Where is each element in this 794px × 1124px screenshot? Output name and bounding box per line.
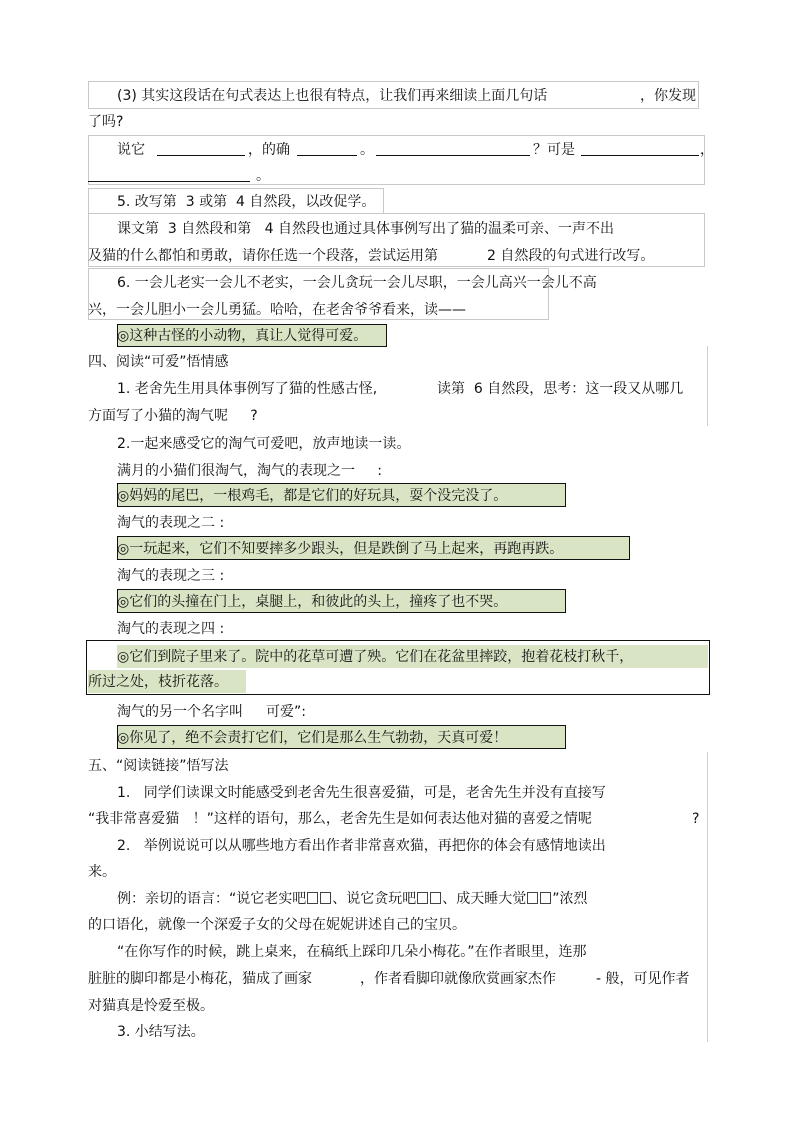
paragraph-line: 6. 一会儿老实一会儿不老实，一会儿贪玩一会儿尽职，一会儿高兴一会儿不高	[117, 275, 597, 291]
example-text: ”浓烈	[552, 891, 588, 907]
fill-blank[interactable]	[297, 155, 357, 156]
margin-line	[707, 346, 708, 426]
paragraph-line: 3. 小结写法。	[117, 1024, 205, 1040]
paragraph-line: 兴，一会儿胆小一会儿勇猛。哈哈，在老舍爷爷看来，读——	[88, 302, 466, 318]
label-line: 可爱”:	[266, 704, 306, 720]
example-text: 、成天睡大觉	[442, 891, 527, 907]
fill-line: ，	[700, 142, 714, 158]
margin-line	[707, 752, 708, 1042]
section-heading: 四、阅读“可爱”悟情感	[88, 354, 229, 370]
example-text: 例：亲切的语言：“说它老实吧	[117, 891, 307, 907]
fill-line: 。	[360, 142, 374, 158]
quote-line: ◎它们到院子里来了。院中的花草可遭了殃。它们在花盆里摔跤，抱着花枝打秋千，	[117, 649, 634, 665]
paragraph-line: 对猫真是怜爱至极。	[88, 998, 214, 1014]
paragraph-line: 2. 举例说说可以从哪些地方看出作者非常喜欢猫，再把你的体会有感情地读出	[117, 838, 606, 854]
fill-blank[interactable]	[157, 155, 245, 156]
paragraph-line: 1. 老舍先生用具体事例写了猫的性感古怪,	[117, 381, 378, 397]
paragraph-line: 脏脏的脚印都是小梅花，猫成了画家	[88, 971, 312, 987]
fill-line: 说它	[117, 142, 145, 158]
paragraph-line: 2 自然段的句式进行改写。	[487, 248, 655, 264]
paragraph-line: “在你写作的时候，跳上桌来，在稿纸上踩印几朵小梅花。”在作者眼里，连那	[117, 944, 587, 960]
blank-square-icon	[430, 892, 441, 904]
fill-line: 。	[256, 168, 270, 184]
paragraph-line: 及猫的什么都怕和勇敢，请你任选一个段落，尝试运用第	[88, 248, 438, 264]
blank-square-icon	[417, 892, 428, 904]
blank-square-icon	[527, 892, 538, 904]
paragraph-line: “我非常喜爱猫 ！”这样的语句，那么，老舍先生是如何表达他对猫的喜爱之情呢	[88, 811, 592, 827]
scan-box	[88, 135, 705, 185]
blank-square-icon	[320, 892, 331, 904]
paragraph-line: 方面写了小猫的淘气呢 ?	[88, 408, 258, 424]
paragraph-line: 2.一起来感受它的淘气可爱吧，放声地读一读。	[117, 436, 411, 452]
paragraph-line: 的口语化，就像一个深爱子女的父母在妮妮讲述自己的宝贝。	[88, 917, 466, 933]
section-heading: 五、“阅读链接”悟写法	[88, 758, 229, 774]
example-line	[117, 889, 588, 909]
fill-line: ，的确	[248, 142, 290, 158]
quote-line: ◎你见了，绝不会责打它们，它们是那么生气勃勃，天真可爱！	[117, 730, 508, 746]
label-line: 淘气的表现之三 :	[117, 568, 225, 584]
blank-square-icon	[307, 892, 318, 904]
blank-square-icon	[540, 892, 551, 904]
question-line: 了吗?	[88, 114, 124, 130]
paragraph-line: 读第 6 自然段，思考：这一段又从哪几	[437, 381, 684, 397]
label-line: 淘气的另一个名字叫	[117, 704, 243, 720]
paragraph-line: ，作者看脚印就像欣赏画家杰作	[360, 971, 556, 987]
fill-blank[interactable]	[581, 155, 699, 156]
label-line: 淘气的表现之二 :	[117, 515, 225, 531]
example-text: 、说它贪玩吧	[332, 891, 417, 907]
quote-line: 所过之处，枝折花落。	[88, 674, 228, 690]
question-line: ，你发现	[640, 88, 696, 104]
label-line: 满月的小猫们很淘气，淘气的表现之一 :	[117, 463, 382, 479]
quote-line: ◎它们的头撞在门上，桌腿上，和彼此的头上，撞疼了也不哭。	[117, 594, 508, 610]
paragraph-line: 来。	[88, 864, 116, 880]
section-title: 5. 改写第 3 或第 4 自然段，以改促学。	[117, 194, 376, 210]
question-line: (3) 其实这段话在句式表达上也很有特点，让我们再来细读上面几句话	[117, 88, 548, 104]
paragraph-line: 课文第 3 自然段和第 4 自然段也通过具体事例写出了猫的温柔可亲、一声不出	[117, 221, 614, 237]
fill-line: ？可是	[533, 142, 575, 158]
fill-blank[interactable]	[88, 181, 250, 182]
quote-line: ◎这种古怪的小动物，真让人觉得可爱。	[117, 328, 368, 344]
fill-blank[interactable]	[376, 155, 530, 156]
paragraph-line: ?	[692, 811, 700, 827]
paragraph-line: 1. 同学们读课文时能感受到老舍先生很喜爱猫，可是，老舍先生并没有直接写	[117, 785, 606, 801]
quote-line: ◎妈妈的尾巴，一根鸡毛，都是它们的好玩具，耍个没完没了。	[117, 488, 508, 504]
paragraph-line: - 般，可见作者	[596, 971, 690, 987]
label-line: 淘气的表现之四 :	[117, 621, 225, 637]
quote-line: ◎一玩起来，它们不知要摔多少跟头，但是跌倒了马上起来，再跑再跌。	[117, 541, 564, 557]
